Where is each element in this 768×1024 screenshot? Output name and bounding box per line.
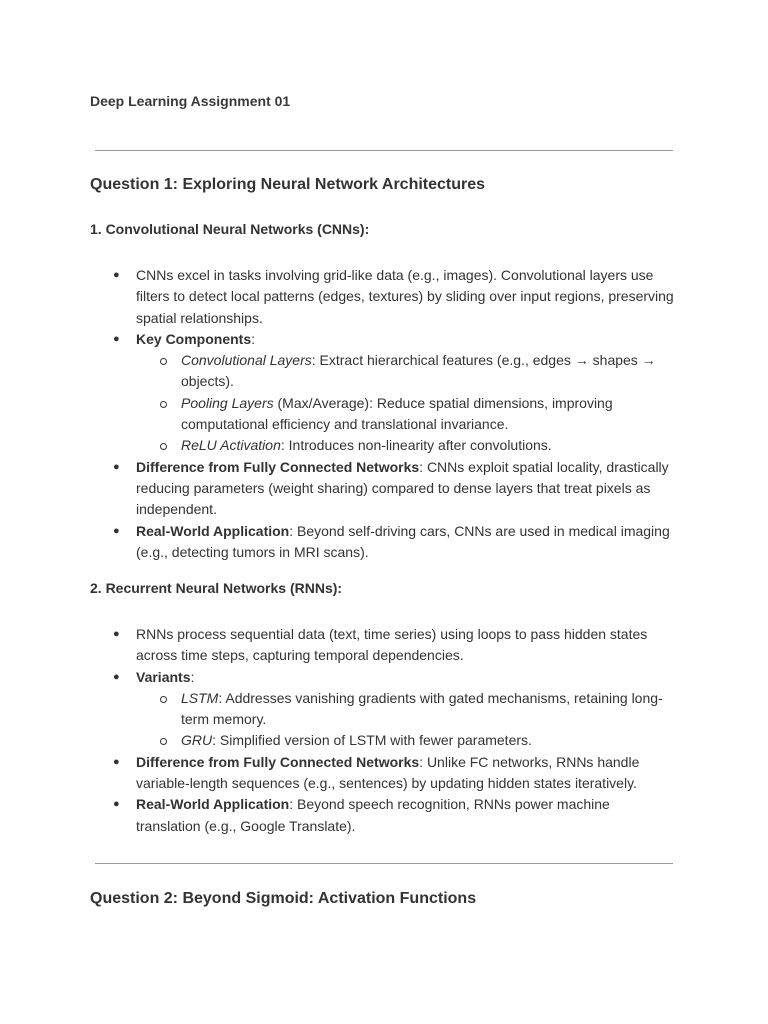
component-text: : Introduces non-linearity after convolutions. [280, 437, 552, 454]
document-title: Deep Learning Assignment 01 [90, 93, 291, 109]
list-item [136, 350, 673, 393]
variant-term: LSTM [181, 689, 219, 706]
component-term: ReLU Activation [181, 437, 281, 454]
list-item [0, 457, 676, 521]
rnn-section-heading: 2. Recurrent Neural Networks (RNNs): [90, 580, 343, 596]
component-text: (Max/Average): Reduce spatial dimensions, improving computational efficiency and translational invariance. [181, 394, 613, 433]
bullet-icon: ● [113, 524, 120, 537]
list-item [0, 521, 676, 564]
difference-label: Difference from Fully Connected Networks [136, 458, 420, 475]
variant-term: GRU [181, 732, 213, 749]
rnn-intro-text: RNNs process sequential data (text, time series) using loops to pass hidden states across time steps, capturing temporal dependencies. [136, 626, 648, 664]
list-item [136, 393, 673, 436]
bullet-icon: ● [113, 670, 120, 683]
circle-bullet-icon [160, 443, 167, 450]
bullet-icon: ● [113, 460, 120, 473]
bullet-icon: ● [113, 269, 120, 281]
key-components-label: Key Components [136, 330, 252, 347]
bullet-icon: ● [113, 628, 120, 640]
difference-text: : CNNs exploit spatial locality, drastically reducing parameters (weight sharing) compared to dense layers that treat pixels as independent. [136, 458, 669, 518]
list-item [0, 265, 676, 329]
variants-colon: : [190, 668, 195, 685]
list-item [0, 794, 676, 837]
horizontal-divider [95, 863, 673, 864]
rnn-variants-list [136, 688, 676, 752]
application-label: Real-World Application [136, 522, 290, 539]
bullet-icon: ● [113, 332, 120, 345]
list-item [136, 730, 673, 751]
cnn-intro-text: CNNs excel in tasks involving grid-like data (e.g., images). Convolutional layers use filters to detect local patterns (edges, textures) by sliding over input regions, preserving spatial relationships. [136, 267, 674, 326]
list-item [0, 752, 676, 795]
variant-text: : Addresses vanishing gradients with gated mechanisms, retaining long-term memory. [181, 689, 663, 728]
key-components-colon: : [251, 330, 256, 347]
list-item [0, 667, 676, 752]
difference-label: Difference from Fully Connected Networks [136, 753, 420, 770]
cnn-bullet-list [0, 265, 768, 563]
list-item [136, 688, 673, 731]
circle-bullet-icon [160, 401, 167, 408]
list-item [136, 435, 673, 456]
circle-bullet-icon [160, 696, 167, 703]
horizontal-divider [95, 150, 673, 151]
application-label: Real-World Application [136, 796, 290, 813]
variant-text: : Simplified version of LSTM with fewer parameters. [212, 732, 532, 749]
question-1-heading: Question 1: Exploring Neural Network Architectures [90, 176, 486, 193]
bullet-icon: ● [113, 798, 120, 811]
cnn-components-list [136, 350, 676, 456]
circle-bullet-icon [160, 738, 167, 745]
component-term: Convolutional Layers [181, 352, 312, 369]
application-text: : Beyond self-driving cars, CNNs are used in medical imaging (e.g., detecting tumors in MRI scans). [136, 522, 670, 560]
bullet-icon: ● [113, 755, 120, 768]
rnn-bullet-list [0, 624, 768, 837]
list-item [0, 624, 676, 667]
question-2-heading: Question 2: Beyond Sigmoid: Activation Functions [90, 890, 477, 907]
component-text: : Extract hierarchical features (e.g., edges → shapes → objects). [181, 352, 656, 390]
cnn-section-heading: 1. Convolutional Neural Networks (CNNs): [90, 221, 370, 237]
application-text: : Beyond speech recognition, RNNs power machine translation (e.g., Google Translate). [136, 796, 610, 834]
difference-text: : Unlike FC networks, RNNs handle variable-length sequences (e.g., sentences) by updating hidden states iteratively. [136, 753, 640, 792]
component-term: Pooling Layers [181, 394, 274, 411]
list-item [0, 329, 676, 457]
circle-bullet-icon [160, 358, 167, 365]
variants-label: Variants [136, 668, 191, 685]
